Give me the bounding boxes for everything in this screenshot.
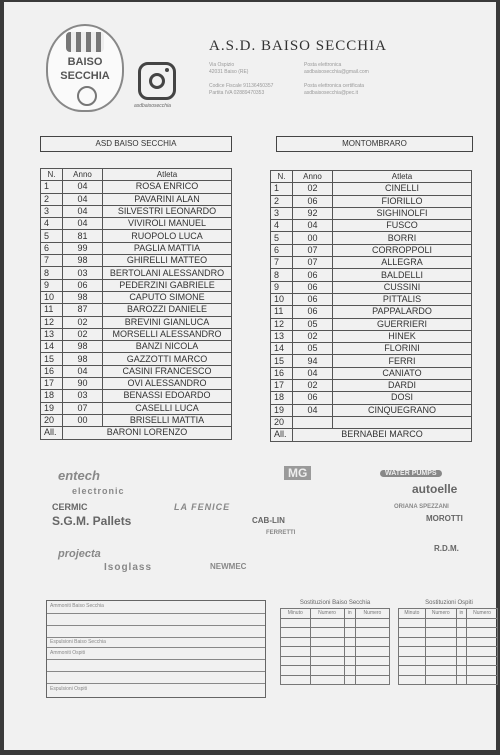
subs-cell[interactable]	[355, 637, 389, 647]
sponsor-logo: electronic	[72, 486, 125, 496]
table-row	[271, 195, 472, 207]
table-row	[41, 304, 232, 316]
player-name: SIGHINOLFI	[333, 207, 472, 219]
player-name: DOSI	[333, 392, 472, 404]
player-number: 8	[271, 269, 293, 281]
player-number: 11	[271, 306, 293, 318]
player-year: 07	[293, 244, 333, 256]
table-row	[271, 318, 472, 330]
instagram-icon	[138, 62, 176, 100]
sponsor-logo: autoelle	[412, 482, 458, 496]
player-year: 02	[293, 380, 333, 392]
player-year: 04	[293, 220, 333, 232]
player-year: 06	[293, 293, 333, 305]
away-team-name: MONTOMBRARO	[276, 136, 473, 152]
player-name: CINELLI	[333, 183, 472, 195]
player-number: 11	[41, 304, 63, 316]
player-year: 94	[293, 355, 333, 367]
table-row	[271, 367, 472, 379]
player-number: 16	[271, 367, 293, 379]
player-name: PEDERZINI GABRIELE	[103, 279, 232, 291]
player-number: 10	[41, 291, 63, 303]
player-year: 81	[63, 230, 103, 242]
away-roster-table	[270, 170, 472, 442]
subs-cell[interactable]	[344, 675, 355, 685]
subs-cell[interactable]	[456, 675, 466, 685]
table-row	[41, 316, 232, 328]
subs-header-cell: in	[456, 609, 466, 619]
player-number: 7	[271, 257, 293, 269]
table-row	[41, 353, 232, 365]
col-header-number: N.	[41, 169, 63, 181]
table-row	[41, 341, 232, 353]
subs-cell[interactable]	[355, 675, 389, 685]
table-header-row	[41, 169, 232, 181]
table-row	[271, 380, 472, 392]
subs-row	[399, 628, 498, 638]
coach-name: BARONI LORENZO	[63, 427, 232, 439]
cards-form-box	[46, 600, 266, 698]
player-year: 07	[293, 257, 333, 269]
table-row	[41, 328, 232, 340]
subs-cell[interactable]	[344, 628, 355, 638]
table-row	[41, 378, 232, 390]
subs-row	[281, 656, 390, 666]
table-row	[271, 257, 472, 269]
player-year: 00	[63, 414, 103, 426]
subs-cell[interactable]	[425, 618, 456, 628]
player-number: 4	[41, 218, 63, 230]
player-name: DARDI	[333, 380, 472, 392]
subs-row	[281, 618, 390, 628]
player-number: 9	[41, 279, 63, 291]
subs-cell[interactable]	[456, 647, 466, 657]
player-name: BENASSI EDOARDO	[103, 390, 232, 402]
subs-header-cell: in	[344, 609, 355, 619]
player-year: 04	[63, 218, 103, 230]
subs-row	[281, 637, 390, 647]
table-row	[271, 232, 472, 244]
subs-header-row	[281, 609, 390, 619]
subs-away-title: Sostituzioni Ospiti	[425, 600, 473, 606]
subs-cell[interactable]	[399, 628, 426, 638]
subs-cell[interactable]	[425, 637, 456, 647]
coach-row	[41, 427, 232, 439]
player-name: SILVESTRI LEONARDO	[103, 205, 232, 217]
table-row	[41, 414, 232, 426]
subs-cell[interactable]	[456, 628, 466, 638]
sponsor-logo: FERRETTI	[266, 530, 296, 536]
coach-name: BERNABEI MARCO	[293, 429, 472, 441]
col-header-year: Anno	[63, 169, 103, 181]
instagram-handle: asdbaisosecchia	[134, 103, 171, 109]
subs-cell[interactable]	[281, 656, 311, 666]
subs-cell[interactable]	[281, 675, 311, 685]
table-row	[271, 330, 472, 342]
subs-cell[interactable]	[344, 637, 355, 647]
player-number: 12	[41, 316, 63, 328]
subs-cell[interactable]	[310, 618, 344, 628]
player-year: 06	[293, 281, 333, 293]
col-header-year: Anno	[293, 171, 333, 183]
subs-cell[interactable]	[344, 618, 355, 628]
subs-cell[interactable]	[310, 675, 344, 685]
subs-cell[interactable]	[456, 618, 466, 628]
player-name: BANZI NICOLA	[103, 341, 232, 353]
player-name: HINEK	[333, 330, 472, 342]
club-contact-info: Posta elettronica asdbaisosecchia@gmail.com Posta elettronica certificata asdbaisosecchia@pec.it	[304, 62, 369, 96]
player-year: 06	[63, 279, 103, 291]
subs-row	[281, 628, 390, 638]
player-name: FUSCO	[333, 220, 472, 232]
player-name: FIORILLO	[333, 195, 472, 207]
player-year: 04	[63, 365, 103, 377]
player-number: 17	[41, 378, 63, 390]
subs-cell[interactable]	[355, 618, 389, 628]
player-name: CASELLI LUCA	[103, 402, 232, 414]
player-name: PAVARINI ALAN	[103, 193, 232, 205]
player-name: GUERRIERI	[333, 318, 472, 330]
player-year: 00	[293, 232, 333, 244]
subs-cell[interactable]	[467, 675, 498, 685]
subs-header-cell: Numero	[355, 609, 389, 619]
subs-cell[interactable]	[344, 656, 355, 666]
player-number: 18	[41, 390, 63, 402]
subs-row	[399, 618, 498, 628]
player-number: 3	[271, 207, 293, 219]
player-name: CORROPPOLI	[333, 244, 472, 256]
player-year: 02	[63, 316, 103, 328]
subs-cell[interactable]	[425, 647, 456, 657]
football-icon	[77, 86, 97, 106]
player-name: FLORINI	[333, 343, 472, 355]
player-name: BRISELLI MATTIA	[103, 414, 232, 426]
player-year: 02	[293, 330, 333, 342]
table-row	[41, 390, 232, 402]
col-header-athlete: Atleta	[103, 169, 232, 181]
player-year: 03	[63, 267, 103, 279]
player-number: 20	[271, 416, 293, 428]
player-year: 03	[63, 390, 103, 402]
player-name: CAPUTO SIMONE	[103, 291, 232, 303]
table-row	[271, 416, 472, 428]
player-number: 7	[41, 255, 63, 267]
subs-cell[interactable]	[467, 656, 498, 666]
subs-row	[399, 637, 498, 647]
player-number: 2	[41, 193, 63, 205]
player-name: ALLEGRA	[333, 257, 472, 269]
sponsor-logo: LA FENICE	[174, 502, 231, 512]
player-year: 04	[293, 404, 333, 416]
subs-cell[interactable]	[399, 637, 426, 647]
player-name: CINQUEGRANO	[333, 404, 472, 416]
subs-cell[interactable]	[355, 647, 389, 657]
player-name: BALDELLI	[333, 269, 472, 281]
subs-cell[interactable]	[425, 628, 456, 638]
player-name: CASINI FRANCESCO	[103, 365, 232, 377]
subs-cell[interactable]	[456, 666, 466, 676]
subs-cell[interactable]	[310, 647, 344, 657]
table-row	[271, 244, 472, 256]
player-name: GAZZOTTI MARCO	[103, 353, 232, 365]
coach-row	[271, 429, 472, 441]
player-year: 07	[63, 402, 103, 414]
player-year: 05	[293, 318, 333, 330]
crest-text-line2: SECCHIA	[60, 70, 110, 82]
table-row	[271, 404, 472, 416]
player-year: 04	[293, 367, 333, 379]
subs-cell[interactable]	[425, 666, 456, 676]
home-team-name: ASD BAISO SECCHIA	[40, 136, 232, 152]
subs-cell[interactable]	[467, 666, 498, 676]
table-row	[271, 392, 472, 404]
player-name: MORSELLI ALESSANDRO	[103, 328, 232, 340]
subs-cell[interactable]	[344, 666, 355, 676]
sponsor-logo: CERMIC	[52, 502, 88, 512]
subs-cell[interactable]	[399, 666, 426, 676]
home-roster-table	[40, 168, 232, 440]
sponsor-logos-area	[44, 464, 496, 589]
player-year: 02	[63, 328, 103, 340]
player-year: 04	[63, 181, 103, 193]
sponsor-logo: MG	[284, 466, 311, 480]
player-name: PITTALIS	[333, 293, 472, 305]
player-name: RUOPOLO LUCA	[103, 230, 232, 242]
player-number: 1	[271, 183, 293, 195]
sponsor-logo: S.G.M. Pallets	[52, 514, 132, 528]
player-year: 99	[63, 242, 103, 254]
table-row	[271, 183, 472, 195]
coach-label: All.	[41, 427, 63, 439]
lineup-sheet	[4, 2, 496, 750]
subs-row	[281, 647, 390, 657]
coach-label: All.	[271, 429, 293, 441]
table-row	[41, 205, 232, 217]
player-year	[293, 416, 333, 428]
subs-cell[interactable]	[467, 628, 498, 638]
player-year: 98	[63, 341, 103, 353]
player-number: 18	[271, 392, 293, 404]
player-number: 15	[41, 353, 63, 365]
player-name: FERRI	[333, 355, 472, 367]
subs-cell[interactable]	[281, 666, 311, 676]
sponsor-logo: entech	[58, 468, 100, 483]
player-name: PAGLIA MATTIA	[103, 242, 232, 254]
subs-cell[interactable]	[310, 637, 344, 647]
player-name: VIVIROLI MANUEL	[103, 218, 232, 230]
subs-cell[interactable]	[281, 628, 311, 638]
subs-cell[interactable]	[399, 647, 426, 657]
table-row	[271, 281, 472, 293]
player-number: 19	[271, 404, 293, 416]
player-year: 06	[293, 392, 333, 404]
player-number: 19	[41, 402, 63, 414]
player-number: 20	[41, 414, 63, 426]
subs-cell[interactable]	[281, 618, 311, 628]
player-year: 06	[293, 195, 333, 207]
table-row	[41, 267, 232, 279]
table-row	[41, 193, 232, 205]
subs-cell[interactable]	[281, 647, 311, 657]
table-row	[271, 269, 472, 281]
player-number: 14	[41, 341, 63, 353]
subs-cell[interactable]	[467, 618, 498, 628]
subs-header-cell: Minuto	[281, 609, 311, 619]
col-header-number: N.	[271, 171, 293, 183]
player-number: 10	[271, 293, 293, 305]
ammoniti-home-label: Ammoniti Baiso Secchia	[50, 603, 104, 609]
player-number: 8	[41, 267, 63, 279]
subs-cell[interactable]	[281, 637, 311, 647]
club-crest-logo	[46, 24, 124, 112]
subs-cell[interactable]	[467, 637, 498, 647]
player-year: 98	[63, 291, 103, 303]
subs-cell[interactable]	[425, 656, 456, 666]
player-number: 17	[271, 380, 293, 392]
player-year: 90	[63, 378, 103, 390]
ammoniti-away-label: Ammoniti Ospiti	[50, 650, 86, 656]
sponsor-logo: Isoglass	[104, 562, 153, 573]
player-number: 13	[271, 330, 293, 342]
table-row	[41, 255, 232, 267]
table-row	[271, 343, 472, 355]
player-number: 5	[271, 232, 293, 244]
espulsioni-away-label: Espulsioni Ospiti	[50, 686, 87, 692]
player-number: 15	[271, 355, 293, 367]
table-row	[271, 207, 472, 219]
table-row	[41, 402, 232, 414]
player-year: 02	[293, 183, 333, 195]
subs-header-cell: Numero	[467, 609, 498, 619]
sponsor-logo: MOROTTI	[426, 514, 463, 523]
subs-row	[399, 666, 498, 676]
player-year: 98	[63, 255, 103, 267]
player-number: 13	[41, 328, 63, 340]
player-year: 04	[63, 205, 103, 217]
player-number: 6	[271, 244, 293, 256]
player-number: 14	[271, 343, 293, 355]
player-number: 2	[271, 195, 293, 207]
subs-header-cell: Minuto	[399, 609, 426, 619]
player-name: GHIRELLI MATTEO	[103, 255, 232, 267]
subs-cell[interactable]	[399, 656, 426, 666]
player-name: CANIATO	[333, 367, 472, 379]
table-row	[271, 355, 472, 367]
subs-cell[interactable]	[467, 647, 498, 657]
player-year: 92	[293, 207, 333, 219]
subs-row	[399, 647, 498, 657]
club-title: A.S.D. BAISO SECCHIA	[209, 38, 387, 54]
subs-row	[399, 675, 498, 685]
subs-cell[interactable]	[355, 628, 389, 638]
subs-header-cell: Numero	[310, 609, 344, 619]
subs-cell[interactable]	[456, 637, 466, 647]
table-row	[41, 291, 232, 303]
subs-header-cell: Numero	[425, 609, 456, 619]
player-number: 1	[41, 181, 63, 193]
espulsioni-home-label: Espulsioni Baiso Secchia	[50, 639, 106, 645]
subs-cell[interactable]	[310, 666, 344, 676]
player-year: 87	[63, 304, 103, 316]
player-year: 05	[293, 343, 333, 355]
player-year: 06	[293, 306, 333, 318]
sponsor-logo: projecta	[58, 548, 101, 560]
player-name: BAROZZI DANIELE	[103, 304, 232, 316]
player-name: OVI ALESSANDRO	[103, 378, 232, 390]
table-row	[41, 230, 232, 242]
crest-text-line1: BAISO	[67, 56, 103, 68]
subs-header-row	[399, 609, 498, 619]
subs-cell[interactable]	[310, 628, 344, 638]
table-header-row	[271, 171, 472, 183]
subs-row	[281, 675, 390, 685]
sponsor-logo: ORIANA SPEZZANI	[394, 504, 449, 510]
table-row	[271, 220, 472, 232]
player-name: BREVINI GIANLUCA	[103, 316, 232, 328]
subs-cell[interactable]	[399, 675, 426, 685]
player-name: BERTOLANI ALESSANDRO	[103, 267, 232, 279]
player-name: CUSSINI	[333, 281, 472, 293]
subs-cell[interactable]	[399, 618, 426, 628]
table-row	[41, 365, 232, 377]
subs-cell[interactable]	[310, 656, 344, 666]
player-number: 16	[41, 365, 63, 377]
player-number: 3	[41, 205, 63, 217]
table-row	[41, 218, 232, 230]
subs-home-title: Sostituzioni Baiso Secchia	[299, 600, 371, 606]
subs-cell[interactable]	[425, 675, 456, 685]
table-row	[41, 181, 232, 193]
player-name: ROSA ENRICO	[103, 181, 232, 193]
sponsor-logo: CAB-LIN	[252, 516, 285, 525]
player-year: 06	[293, 269, 333, 281]
player-name: BORRI	[333, 232, 472, 244]
sponsor-logo: NEWMEC	[210, 562, 247, 571]
player-number: 6	[41, 242, 63, 254]
player-year: 98	[63, 353, 103, 365]
player-year: 04	[63, 193, 103, 205]
player-number: 9	[271, 281, 293, 293]
player-name	[333, 416, 472, 428]
crest-stripes	[66, 32, 104, 52]
player-name: PAPPALARDO	[333, 306, 472, 318]
player-number: 4	[271, 220, 293, 232]
table-row	[271, 293, 472, 305]
table-row	[41, 279, 232, 291]
sponsor-logo: WATER PUMPS	[380, 470, 442, 477]
subs-cell[interactable]	[344, 647, 355, 657]
col-header-athlete: Atleta	[333, 171, 472, 183]
subs-cell[interactable]	[355, 666, 389, 676]
player-number: 5	[41, 230, 63, 242]
subs-row	[399, 656, 498, 666]
subs-cell[interactable]	[355, 656, 389, 666]
player-number: 12	[271, 318, 293, 330]
table-row	[41, 242, 232, 254]
subs-home-table	[280, 608, 390, 685]
sponsor-logo: R.D.M.	[434, 544, 459, 553]
subs-cell[interactable]	[456, 656, 466, 666]
club-address-info: Via Ospizio 42031 Baiso (RE) Codice Fiscale 91136450357 Partita IVA 02889470353	[209, 62, 274, 96]
subs-away-table	[398, 608, 498, 685]
table-row	[271, 306, 472, 318]
subs-row	[281, 666, 390, 676]
